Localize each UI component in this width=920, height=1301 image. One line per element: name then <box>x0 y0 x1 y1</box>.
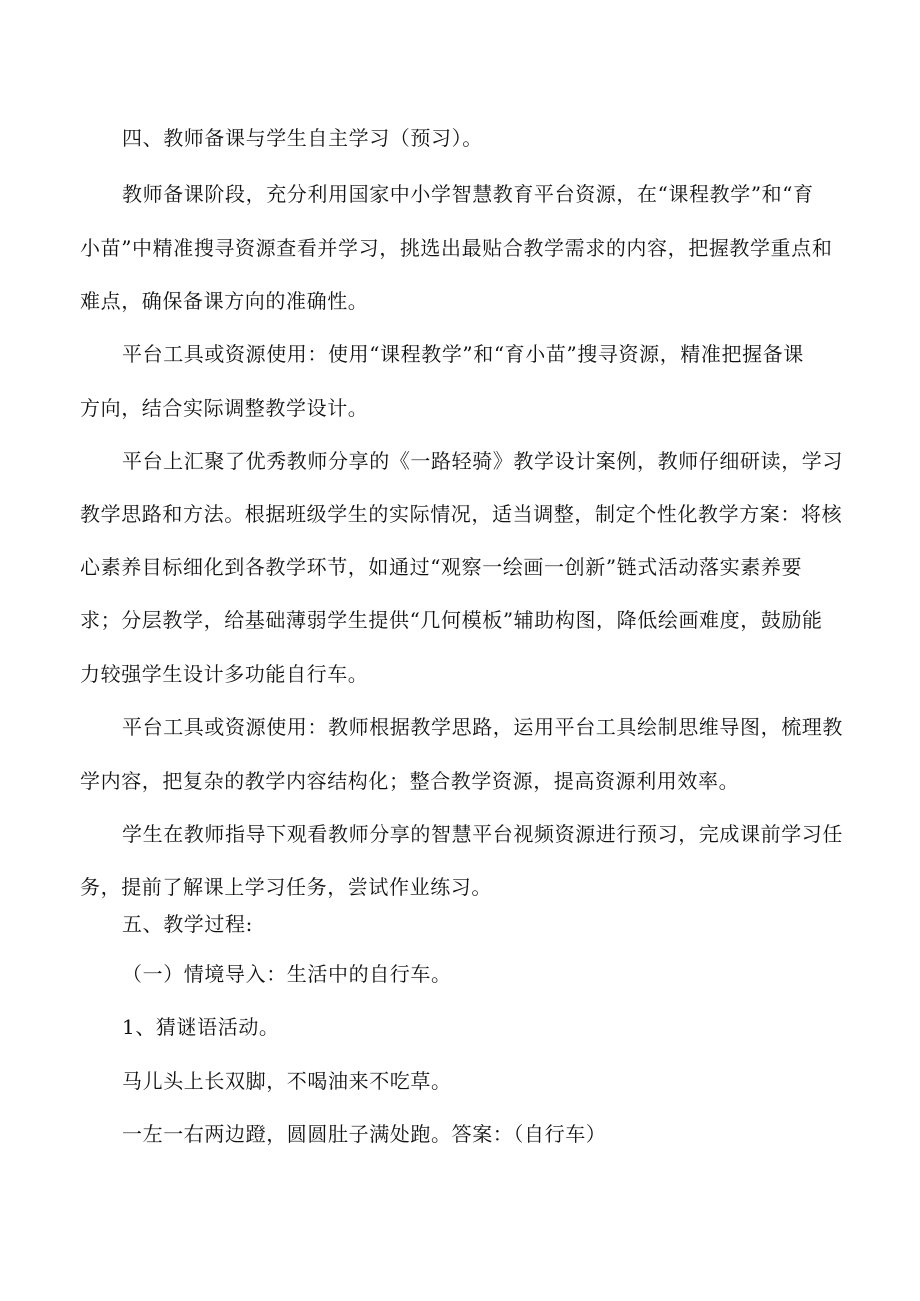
section-heading-four: 四、教师备课与学生自主学习（预习）。 <box>122 126 483 150</box>
riddle-line: 一左一右两边蹬，圆圆肚子满处跑。答案：（自行车） <box>122 1122 607 1146</box>
paragraph-line: 学内容，把复杂的教学内容结构化；整合教学资源，提高资源利用效率。 <box>80 769 740 793</box>
subsection-heading: （一）情境导入：生活中的自行车。 <box>122 962 452 986</box>
paragraph-line: 平台工具或资源使用：使用“课程教学”和“育小苗”搜寻资源，精准把握备课 <box>122 342 804 366</box>
paragraph-line: 力较强学生设计多功能自行车。 <box>80 662 369 686</box>
paragraph-line: 心素养目标细化到各教学环节，如通过“观察一绘画一创新”链式活动落实素养要 <box>80 555 803 579</box>
riddle-line: 马儿头上长双脚，不喝油来不吃草。 <box>122 1069 452 1093</box>
paragraph-line: 难点，确保备课方向的准确性。 <box>80 289 369 313</box>
paragraph-line: 教学思路和方法。根据班级学生的实际情况，适当调整，制定个性化教学方案：将核 <box>80 502 843 526</box>
paragraph-line: 求；分层教学，给基础薄弱学生提供“几何模板”辅助构图，降低绘画难度，鼓励能 <box>80 608 823 632</box>
paragraph-line: 务，提前了解课上学习任务，尝试作业练习。 <box>80 875 492 899</box>
paragraph-line: 小苗”中精准搜寻资源查看并学习，挑选出最贴合教学需求的内容，把握教学重点和 <box>80 236 833 260</box>
paragraph-line: 教师备课阶段，充分利用国家中小学智慧教育平台资源，在“课程教学”和“育 <box>122 182 814 206</box>
paragraph-line: 方向，结合实际调整教学设计。 <box>80 396 369 420</box>
paragraph-line: 学生在教师指导下观看教师分享的智慧平台视频资源进行预习，完成课前学习任 <box>122 822 843 846</box>
paragraph-line: 平台工具或资源使用：教师根据教学思路，运用平台工具绘制思维导图，梳理教 <box>122 715 843 739</box>
section-heading-five: 五、教学过程: <box>122 912 253 936</box>
paragraph-line: 平台上汇聚了优秀教师分享的《一路轻骑》教学设计案例，教师仔细研读，学习 <box>122 449 843 473</box>
activity-heading: 1、猜谜语活动。 <box>122 1015 280 1039</box>
